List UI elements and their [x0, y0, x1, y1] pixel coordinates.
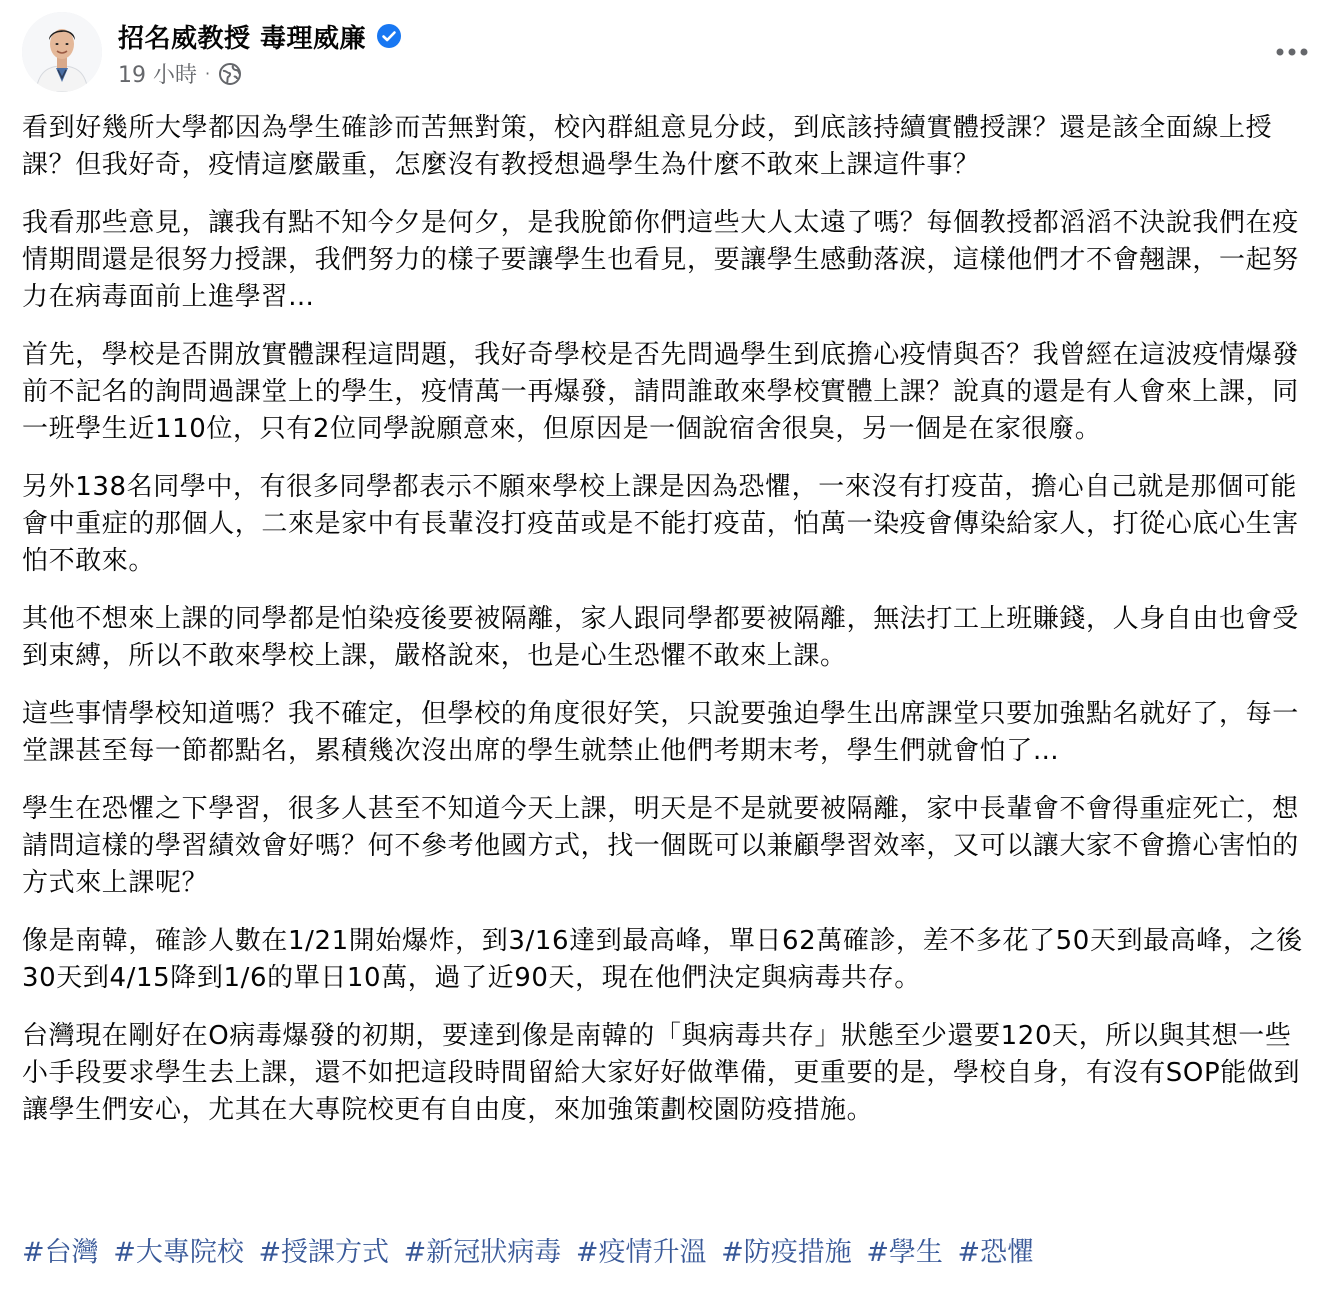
post-meta — [118, 58, 242, 89]
post-paragraph: 學生在恐懼之下學習，很多人甚至不知道今天上課，明天是不是就要被隔離，家中長輩會不會得重症死亡，想請問這樣的學習績效會好嗎？何不參考他國方式，找一個既可以兼顧學習效率，又可以讓大家不會擔心害怕的方式來上課呢？ — [22, 794, 1299, 898]
post-timestamp[interactable]: 19 小時 — [118, 63, 197, 88]
post-paragraph: 台灣現在剛好在O病毒爆發的初期，要達到像是南韓的「與病毒共存」狀態至少還要120天，所以與其想一些小手段要求學生去上課，還不如把這段時間留給大家好好做準備，更重要的是，學校自身，有沒有SOP能做到讓學生們安心，尤其在大專院校更有自由度，來加強策劃校園防疫措施。 — [22, 1021, 1301, 1125]
post-paragraph: 首先，學校是否開放實體課程這問題，我好奇學校是否先問過學生到底擔心疫情與否？我曾經在這波疫情爆發前不記名的詢問過課堂上的學生，疫情萬一再爆發，請問誰敢來學校實體上課？說真的還是有人會來上課，同一班學生近110位，只有2位同學說願意來，但原因是一個說宿舍很臭，另一個是在家很廢。 — [22, 340, 1299, 444]
hashtag-link[interactable]: #新冠狀病毒 — [403, 1237, 562, 1268]
verified-badge-icon — [376, 23, 402, 49]
globe-icon[interactable] — [218, 62, 242, 86]
more-options-icon[interactable] — [1272, 40, 1312, 64]
post-body — [22, 110, 1312, 1150]
hashtag-link[interactable]: #授課方式 — [258, 1237, 390, 1268]
post-header — [22, 12, 1312, 92]
author-row — [118, 18, 402, 54]
post-paragraph: 像是南韓，確診人數在1/21開始爆炸，到3/16達到最高峰，單日62萬確診，差不多花了50天到最高峰，之後30天到4/15降到1/6的單日10萬，過了近90天，現在他們決定與病毒共存。 — [22, 926, 1303, 993]
post-paragraph: 這些事情學校知道嗎？我不確定，但學校的角度很好笑，只說要強迫學生出席課堂只要加強點名就好了，每一堂課甚至每一節都點名，累積幾次沒出席的學生就禁止他們考期末考，學生們就會怕了… — [22, 699, 1299, 766]
hashtag-link[interactable]: #大專院校 — [113, 1237, 244, 1268]
hashtag-list — [22, 1233, 1040, 1273]
author-name[interactable]: 招名威教授 毒理威廉 — [118, 23, 367, 54]
hashtag-link[interactable]: #學生 — [866, 1237, 943, 1268]
post-paragraph: 看到好幾所大學都因為學生確診而苦無對策，校內群組意見分歧，到底該持續實體授課？還是該全面線上授課？但我好奇，疫情這麼嚴重，怎麼沒有教授想過學生為什麼不敢來上課這件事？ — [22, 113, 1273, 180]
post-paragraph: 另外138名同學中，有很多同學都表示不願來學校上課是因為恐懼，一來沒有打疫苗，擔心自己就是那個可能會中重症的那個人，二來是家中有長輩沒打疫苗或是不能打疫苗，怕萬一染疫會傳染給家人，打從心底心生害怕不敢來。 — [22, 472, 1299, 576]
hashtag-link[interactable]: #恐懼 — [957, 1237, 1035, 1268]
avatar-photo — [22, 12, 102, 92]
hashtag-link[interactable]: #台灣 — [22, 1237, 99, 1268]
avatar[interactable] — [22, 12, 102, 92]
hashtag-link[interactable]: #防疫措施 — [721, 1237, 852, 1268]
post-paragraph: 其他不想來上課的同學都是怕染疫後要被隔離，家人跟同學都要被隔離，無法打工上班賺錢，人身自由也會受到束縛，所以不敢來學校上課，嚴格說來，也是心生恐懼不敢來上課。 — [22, 604, 1299, 671]
post-paragraph: 我看那些意見，讓我有點不知今夕是何夕，是我脫節你們這些大人太遠了嗎？每個教授都滔滔不決說我們在疫情期間還是很努力授課，我們努力的樣子要讓學生也看見，要讓學生感動落淚，這樣他們才不會翹課，一起努力在病毒面前上進學習… — [22, 208, 1299, 312]
meta-separator: · — [205, 64, 211, 83]
hashtag-link[interactable]: #疫情升溫 — [575, 1237, 707, 1268]
